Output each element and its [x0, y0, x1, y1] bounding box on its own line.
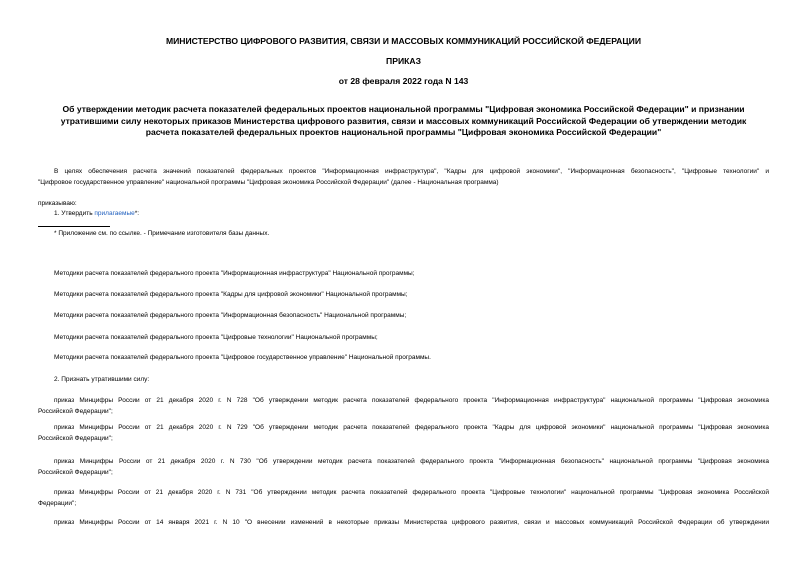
- title-line: расчета показателей федеральных проектов национальной программы "Цифровая экономика Российской Федерации": [145, 127, 662, 137]
- footnote-divider: [38, 226, 110, 227]
- methodology-item: Методики расчета показателей федерального проекта "Цифровые технологии" Национальной программы;: [54, 334, 378, 341]
- repealed-line: приказ Минцифры России от 21 декабря 2020 г. N 731 "Об утверждении методик расчета показателей федерального проекта "Цифровые технологии" национальной программы "Цифровая экономика Российской: [54, 489, 769, 496]
- repealed-item: [38, 457, 769, 478]
- document-title: [40, 104, 767, 139]
- title-line: Об утверждении методик расчета показателей федеральных проектов национальной программы "Цифровая экономика Российской Федерации" и признании: [62, 104, 745, 114]
- item-1-prefix: 1. Утвердить: [54, 210, 95, 217]
- repealed-line: приказ Минцифры России от 21 декабря 2020 г. N 729 "Об утверждении методик расчета показателей федерального проекта "Кадры для цифровой экономики" национальной программы "Цифровая экономика: [54, 424, 769, 431]
- repealed-line: Федерации";: [38, 499, 77, 507]
- methodology-item: Методики расчета показателей федерального проекта "Информационная безопасность" Национальной программы;: [54, 312, 407, 319]
- repealed-line: Российской Федерации";: [38, 407, 113, 415]
- repealed-line: Российской Федерации";: [38, 468, 113, 476]
- doc-type-heading: ПРИКАЗ: [386, 56, 421, 66]
- repealed-line: приказ Минцифры России от 14 января 2021 г. N 10 "О внесении изменений в некоторые приказы Министерства цифрового развития, связи и массовых коммуникаций Российской Федерации об утверждении: [54, 519, 769, 526]
- repealed-item: [38, 396, 769, 417]
- repealed-line: приказ Минцифры России от 21 декабря 2020 г. N 728 "Об утверждении методик расчета показателей федерального проекта "Информационная инфраструктура" национальной программы "Цифровая экономика: [54, 397, 769, 404]
- item-1: [54, 209, 139, 220]
- intro-paragraph: [38, 167, 769, 188]
- ministry-heading: МИНИСТЕРСТВО ЦИФРОВОГО РАЗВИТИЯ, СВЯЗИ И МАССОВЫХ КОММУНИКАЦИЙ РОССИЙСКОЙ ФЕДЕРАЦИИ: [165, 36, 642, 46]
- repealed-item: [38, 518, 769, 529]
- repealed-item: [38, 488, 769, 509]
- date-number-heading: от 28 февраля 2022 года N 143: [338, 76, 469, 86]
- order-word: приказываю:: [38, 200, 77, 207]
- footnote: * Приложение см. по ссылке. - Примечание изготовителя базы данных.: [54, 230, 270, 237]
- intro-line: В целях обеспечения расчета значений показателей федеральных проектов "Информационная инфраструктура", "Кадры для цифровой экономики", "Информационная безопасность", "Цифровые технологии" и: [54, 168, 769, 175]
- item-2: 2. Признать утратившими силу:: [54, 376, 150, 383]
- intro-line: "Цифровое государственное управление" национальной программы "Цифровая экономика Российской Федерации" (далее - Национальная программа): [38, 178, 499, 186]
- methodology-item: Методики расчета показателей федерального проекта "Кадры для цифровой экономики" Национальной программы;: [54, 291, 408, 298]
- repealed-line: Российской Федерации";: [38, 434, 113, 442]
- methodology-item: Методики расчета показателей федерального проекта "Цифровое государственное управление" Национальной программы.: [54, 354, 431, 361]
- repealed-line: приказ Минцифры России от 21 декабря 2020 г. N 730 "Об утверждении методик расчета показателей федерального проекта "Информационная безопасность" национальной программы "Цифровая экономика: [54, 458, 769, 465]
- appendix-link[interactable]: прилагаемые: [94, 210, 135, 217]
- repealed-item: [38, 423, 769, 444]
- item-1-suffix: *:: [134, 210, 140, 217]
- methodology-item: Методики расчета показателей федерального проекта "Информационная инфраструктура" Национальной программы;: [54, 270, 415, 277]
- title-line: утратившими силу некоторых приказов Министерства цифрового развития, связи и массовых коммуникаций Российской Федерации об утверждении методик: [60, 115, 747, 126]
